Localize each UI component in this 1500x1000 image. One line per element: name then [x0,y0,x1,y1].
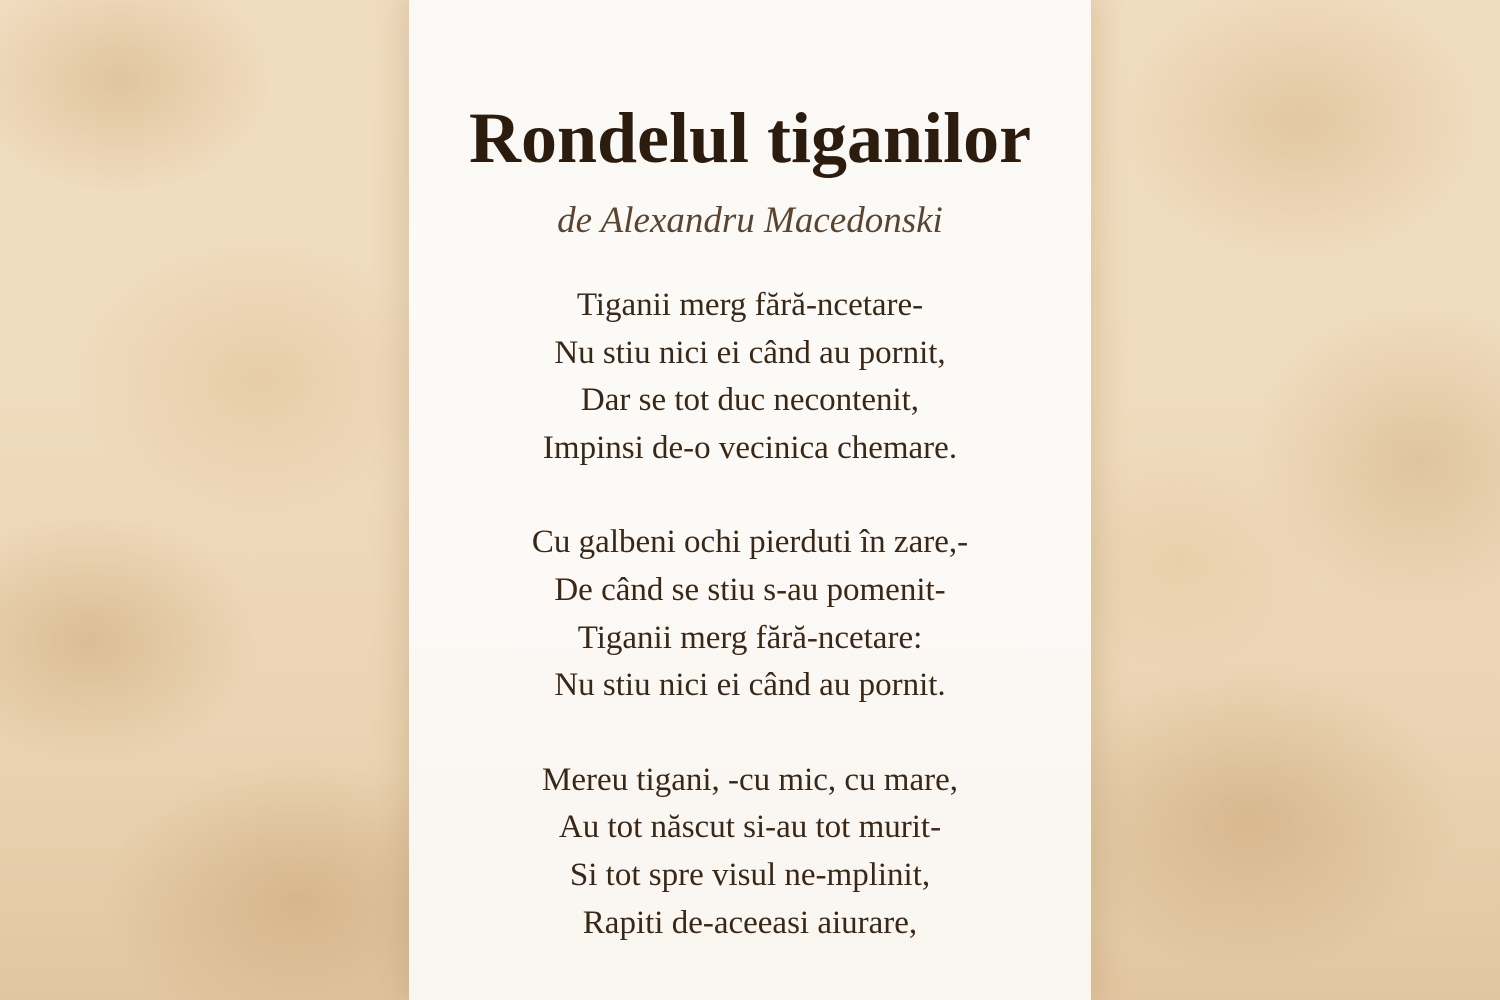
poem-line: Si tot spre visul ne-mplinit, [569,856,931,893]
stanza-1 [409,282,1091,472]
poem-line: Nu stiu nici ei când au pornit. [554,667,946,704]
stanza-3 [409,757,1091,947]
poem-line: Impinsi de-o vecinica chemare. [542,429,958,466]
poem-line: De când se stiu s-au pomenit- [554,571,946,608]
poem-line: Rapiti de-aceeasi aiurare, [582,904,918,941]
poem-line: Au tot născut si-au tot murit- [558,809,942,846]
poem-line: Tiganii merg fără-ncetare: [577,619,923,656]
poem-author: de Alexandru Macedonski [557,200,943,241]
poem-line: Tiganii merg fără-ncetare- [576,287,924,323]
poem-line: Mereu tigani, -cu mic, cu mare, [542,761,958,798]
stanza-2 [409,519,1091,709]
poem-page [409,0,1091,1000]
poem-title: Rondelul tiganilor [468,98,1032,178]
poem-line: Nu stiu nici ei când au pornit, [554,334,946,371]
poem-line: Cu galbeni ochi pierduti în zare,- [531,524,969,561]
poem-body [409,282,1091,994]
poem-line: Dar se tot duc necontenit, [580,382,920,419]
